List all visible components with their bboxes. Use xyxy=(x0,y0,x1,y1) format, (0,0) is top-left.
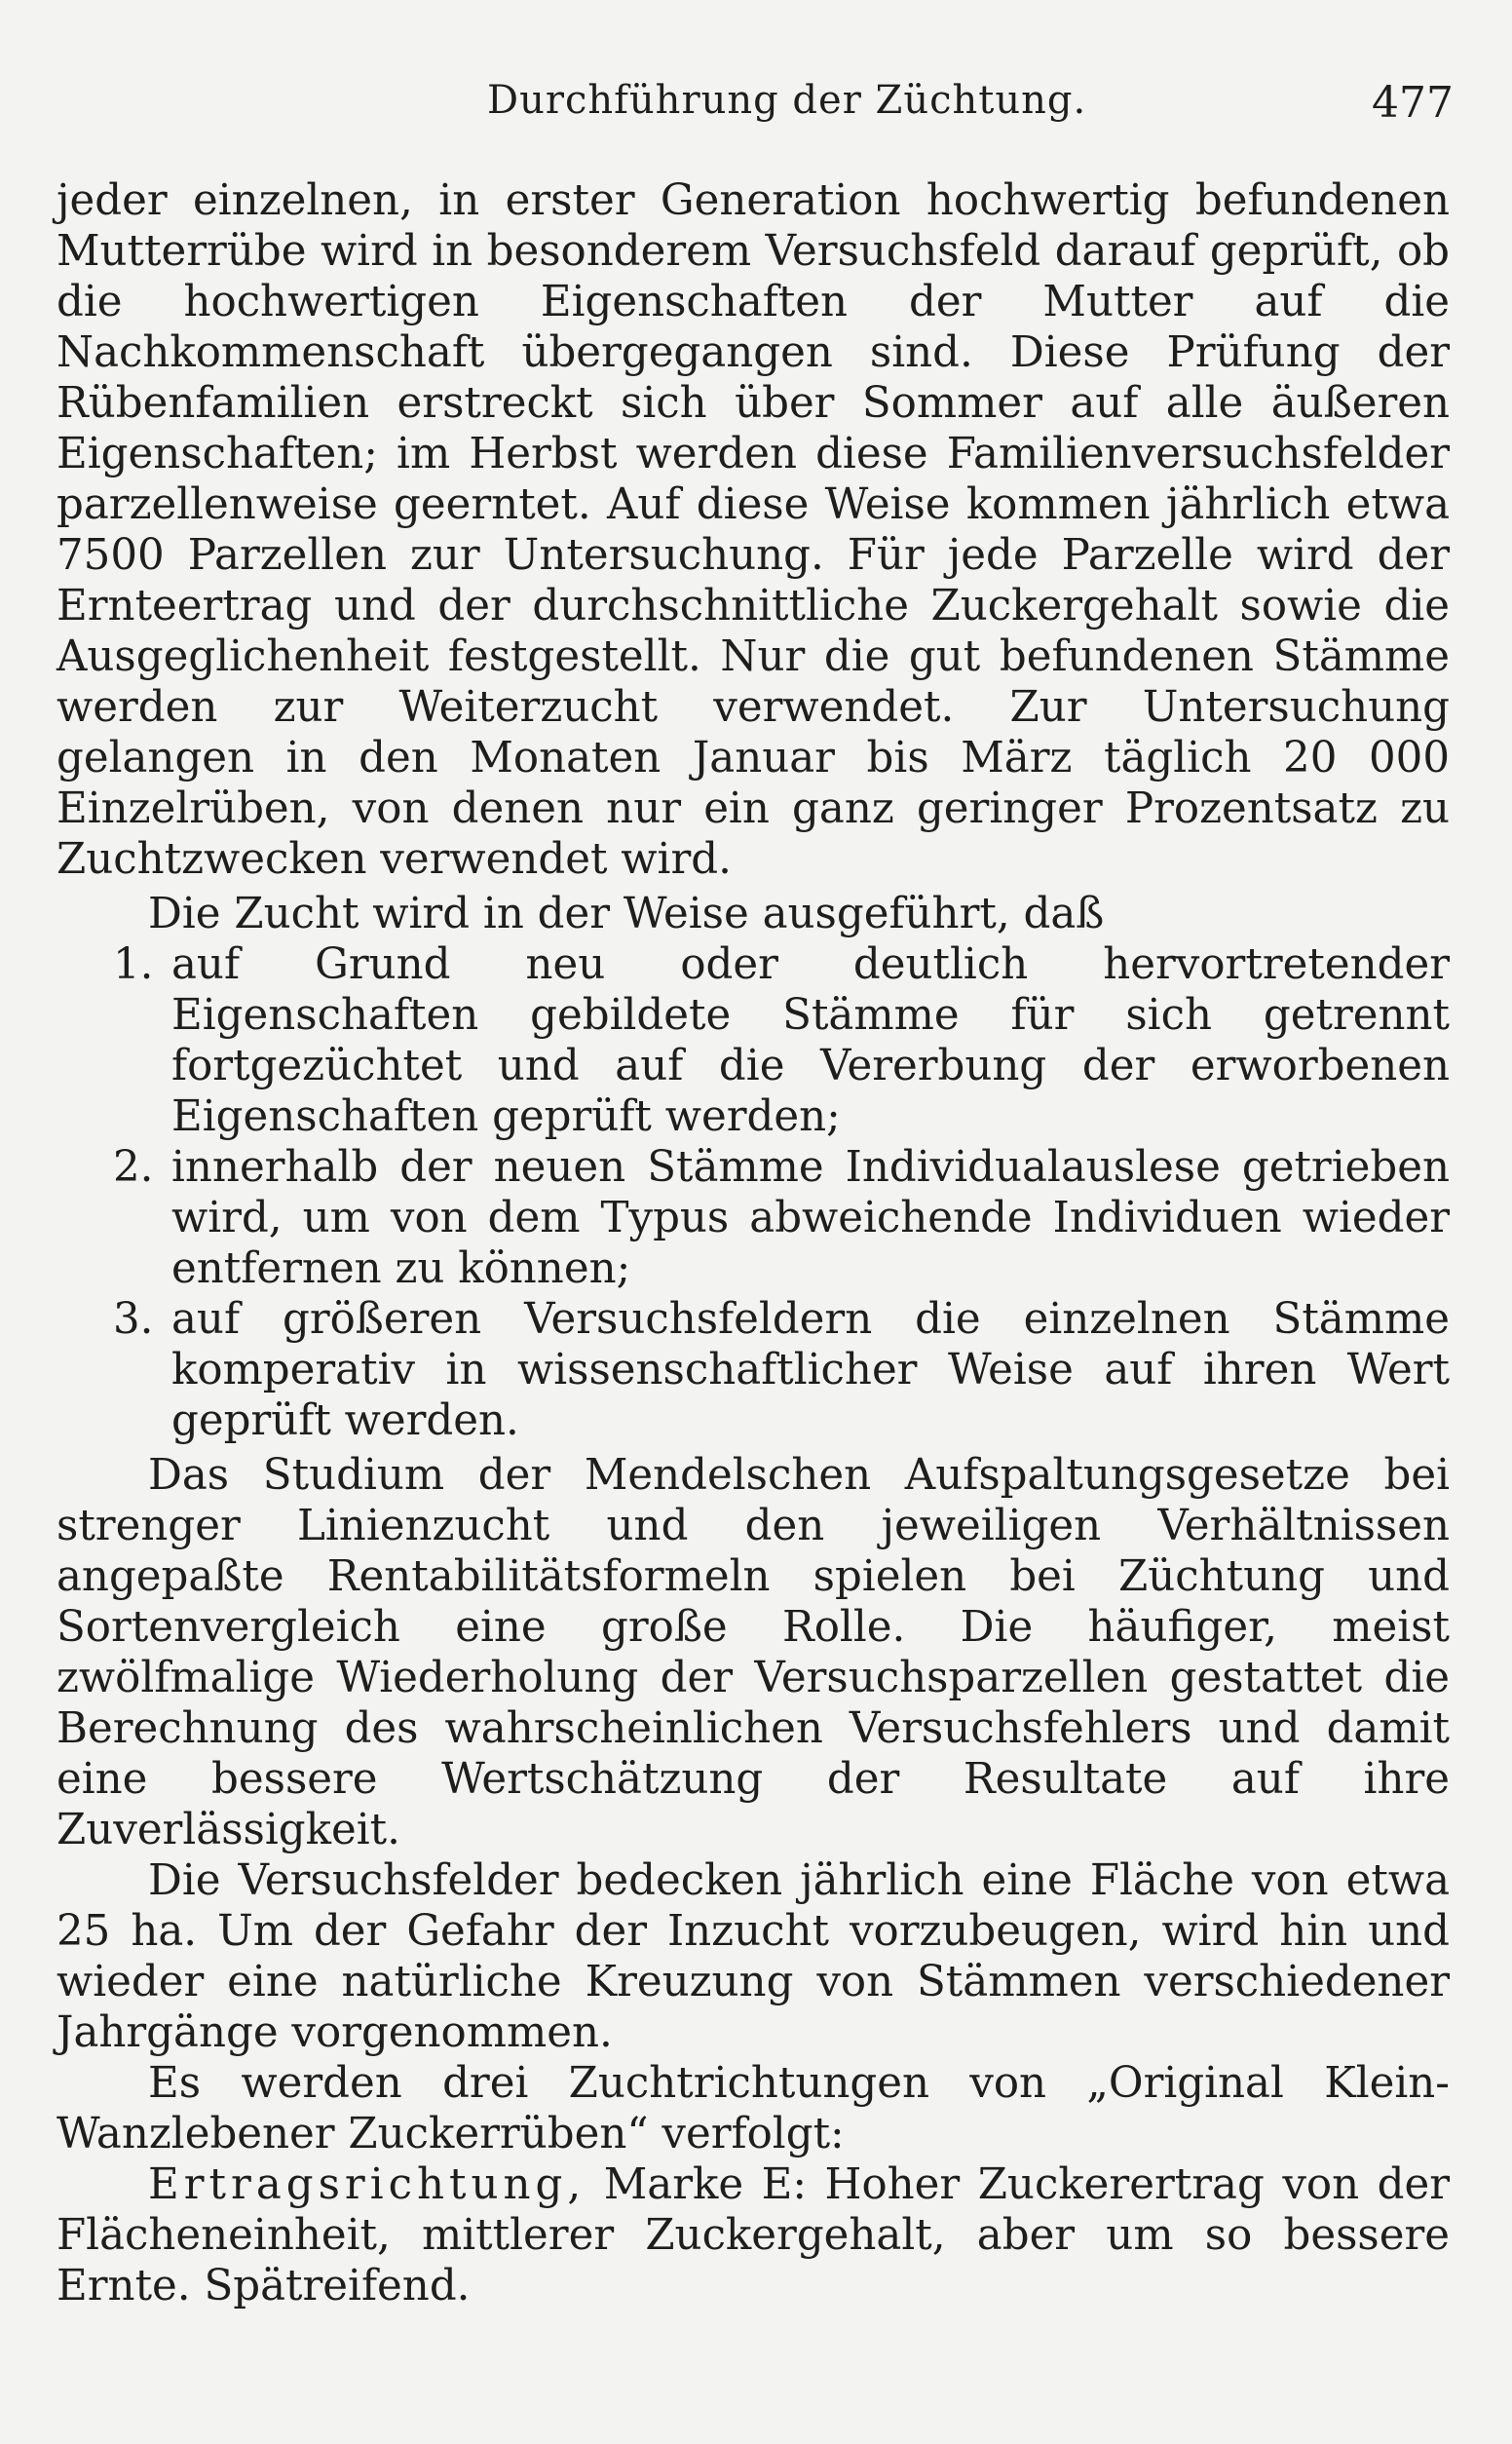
emphasis-term: Ertragsrichtung, xyxy=(148,2160,586,2209)
list-text: auf größeren Versuchsfeldern die einzelnen Stämme komperativ in wissenschaftlicher Weise auf ihren Wert geprüft werden. xyxy=(171,1295,1450,1445)
list-text: auf Grund neu oder deutlich hervortretender Eigenschaften gebildete Stämme für sich getrennt fortgezüchtet und auf die Vererbung der erworbenen Eigenschaften geprüft werden; xyxy=(171,940,1450,1141)
paragraph-6 xyxy=(57,2159,1450,2311)
paragraph-1: jeder einzelnen, in erster Generation hochwertig befundenen Mutterrübe wird in besonderem Versuchsfeld darauf geprüft, ob die hochwertigen Eigenschaften der Mutter auf die Nachkommenschaft übergegangen sind. Diese Prüfung der Rübenfamilien erstreckt sich über Sommer auf alle äußeren Eigenschaften; im Herbst werden diese Familienversuchsfelder parzellenweise geerntet. Auf diese Weise kommen jährlich etwa 7500 Parzellen zur Untersuchung. Für jede Parzelle wird der Ernteertrag und der durchschnittliche Zuckergehalt sowie die Ausgeglichenheit festgestellt. Nur die gut befundenen Stämme werden zur Weiterzucht verwendet. Zur Untersuchung gelangen in den Monaten Januar bis März täglich 20 000 Einzelrüben, von denen nur ein ganz geringer Prozentsatz zu Zuchtzwecken verwendet wird. xyxy=(57,176,1450,884)
list-number: 1. xyxy=(113,940,154,989)
list-number: 2. xyxy=(113,1143,154,1192)
paragraph-3: Das Studium der Mendelschen Aufspaltungsgesetze bei strenger Linienzucht und den jeweiligen Verhältnissen angepaßte Rentabilitätsformeln spielen bei Züchtung und Sortenvergleich eine große Rolle. Die häufiger, meist zwölfmalige Wiederholung der Versuchsparzellen gestattet die Berechnung des wahrscheinlichen Versuchsfehlers und damit eine bessere Wertschätzung der Resultate auf ihre Zuverlässigkeit. xyxy=(57,1451,1450,1854)
page-number: 477 xyxy=(1372,78,1454,128)
list-item xyxy=(57,939,1450,1142)
paragraph-5: Es werden drei Zuchtrichtungen von „Original Klein-Wanzlebener Zuckerrüben“ verfolgt: xyxy=(57,2059,1450,2158)
paragraph-2: Die Zucht wird in der Weise ausgeführt, daß xyxy=(148,890,1105,938)
page-header xyxy=(58,78,1454,146)
list-text: innerhalb der neuen Stämme Individualauslese getrieben wird, um von dem Typus abweichende Individuen wieder entfernen zu können; xyxy=(171,1143,1450,1293)
running-title: Durchführung der Züchtung. xyxy=(487,78,1087,123)
paragraph-6-text: Marke E: Hoher Zuckerertrag von der Flächeneinheit, mittlerer Zuckergehalt, aber um so bessere Ernte. Spätreifend. xyxy=(57,2160,1450,2310)
numbered-list xyxy=(57,939,1450,1446)
list-number: 3. xyxy=(113,1295,154,1344)
list-item xyxy=(57,1142,1450,1294)
body-text xyxy=(57,175,1450,2311)
paragraph-4: Die Versuchsfelder bedecken jährlich eine Fläche von etwa 25 ha. Um der Gefahr der Inzucht vorzubeugen, wird hin und wieder eine natürliche Kreuzung von Stämmen verschiedener Jahrgänge vorgenommen. xyxy=(57,1856,1450,2057)
list-item xyxy=(57,1294,1450,1446)
